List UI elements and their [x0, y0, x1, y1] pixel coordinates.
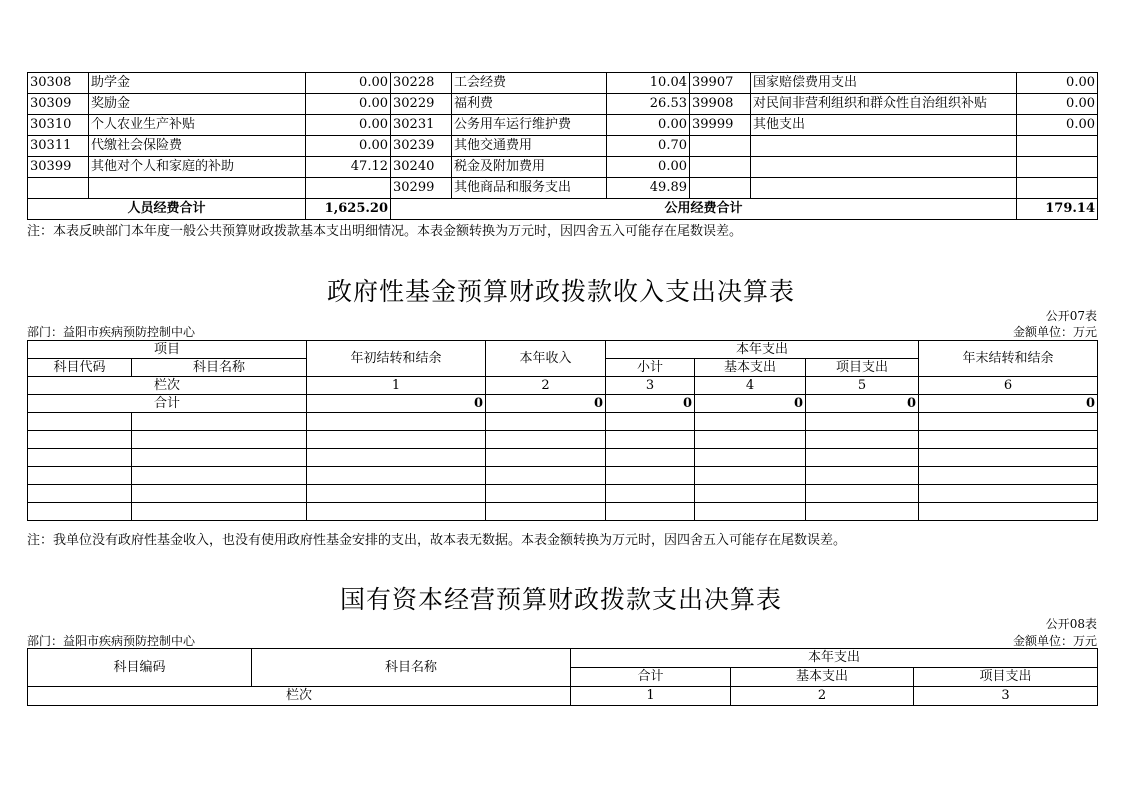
header-name: 科目名称: [132, 359, 307, 377]
table-cell: 39908: [690, 94, 751, 115]
public-total-value: 179.14: [1017, 199, 1098, 220]
table-cell: [751, 178, 1017, 199]
empty-row: [28, 485, 1098, 503]
government-fund-table: [27, 340, 1098, 521]
empty-cell: [695, 431, 806, 449]
empty-cell: [919, 467, 1098, 485]
table-cell: 公务用车运行维护费: [452, 115, 607, 136]
column-index: 1: [307, 377, 486, 395]
table-cell: 其他商品和服务支出: [452, 178, 607, 199]
table-cell: 39907: [690, 73, 751, 94]
table-cell: 对民间非营利组织和群众性自治组织补贴: [751, 94, 1017, 115]
column-index: 2: [486, 377, 606, 395]
header-code: 科目编码: [28, 649, 252, 687]
empty-cell: [28, 503, 132, 521]
table-cell: [89, 178, 306, 199]
table-cell: 0.00: [607, 115, 690, 136]
empty-cell: [28, 467, 132, 485]
table-cell: 30309: [28, 94, 89, 115]
table-cell: 0.00: [1017, 73, 1098, 94]
personnel-total-label: 人员经费合计: [28, 199, 306, 220]
table-cell: [1017, 136, 1098, 157]
empty-cell: [919, 485, 1098, 503]
header-expense: 本年支出: [606, 341, 919, 359]
table2-note: 注：我单位没有政府性基金收入，也没有使用政府性基金安排的支出，故本表无数据。本表金额转换为万元时，因四舍五入可能存在尾数误差。: [27, 533, 847, 548]
table-cell: 49.89: [607, 178, 690, 199]
table-row: [28, 115, 1098, 136]
empty-cell: [486, 413, 606, 431]
table-cell: [1017, 157, 1098, 178]
header-begin-balance: 年初结转和结余: [307, 341, 486, 377]
table3-title: 国有资本经营预算财政拨款支出决算表: [339, 585, 782, 614]
table-cell: 47.12: [306, 157, 391, 178]
table-cell: [1017, 178, 1098, 199]
table-cell: 其他交通费用: [452, 136, 607, 157]
table-cell: 26.53: [607, 94, 690, 115]
table2-form-no: 公开07表: [1045, 309, 1097, 323]
empty-cell: [606, 503, 695, 521]
empty-cell: [486, 431, 606, 449]
empty-cell: [806, 431, 919, 449]
table3-department: 部门：益阳市疾病预防控制中心: [27, 634, 196, 648]
table-cell: 30299: [391, 178, 452, 199]
state-capital-table: [27, 648, 1098, 706]
table-cell: [28, 178, 89, 199]
table3-unit: 金额单位：万元: [1012, 634, 1097, 648]
empty-cell: [307, 431, 486, 449]
header-project: 项目支出: [914, 668, 1098, 687]
empty-cell: [307, 449, 486, 467]
table-row: [28, 94, 1098, 115]
header-expense: 本年支出: [571, 649, 1098, 668]
table1-note: 注：本表反映部门本年度一般公共预算财政拨款基本支出明细情况。本表金额转换为万元时，因四舍五入可能存在尾数误差。: [27, 224, 743, 239]
table-row: [28, 178, 1098, 199]
table-cell: 0.00: [306, 94, 391, 115]
total-value: 0: [919, 395, 1098, 413]
table-cell: [690, 157, 751, 178]
table-cell: 个人农业生产补贴: [89, 115, 306, 136]
table-cell: 0.00: [1017, 94, 1098, 115]
table-cell: [751, 136, 1017, 157]
empty-cell: [806, 503, 919, 521]
empty-cell: [132, 485, 307, 503]
empty-cell: [606, 413, 695, 431]
column-index-label: 栏次: [28, 377, 307, 395]
empty-cell: [486, 485, 606, 503]
table-cell: 30240: [391, 157, 452, 178]
empty-cell: [132, 449, 307, 467]
table-cell: 工会经费: [452, 73, 607, 94]
table-cell: 0.00: [1017, 115, 1098, 136]
table-cell: 其他支出: [751, 115, 1017, 136]
column-index-row: [28, 687, 1098, 706]
empty-row: [28, 467, 1098, 485]
total-value: 0: [307, 395, 486, 413]
header-row: [28, 341, 1098, 359]
empty-cell: [307, 503, 486, 521]
table-cell: [690, 178, 751, 199]
empty-cell: [919, 413, 1098, 431]
empty-cell: [132, 431, 307, 449]
empty-cell: [695, 467, 806, 485]
table-cell: 代缴社会保险费: [89, 136, 306, 157]
table-cell: 30399: [28, 157, 89, 178]
column-index: 6: [919, 377, 1098, 395]
table-row: [28, 157, 1098, 178]
column-index-row: [28, 377, 1098, 395]
empty-cell: [919, 449, 1098, 467]
empty-cell: [806, 467, 919, 485]
header-subtotal: 小计: [606, 359, 695, 377]
empty-cell: [606, 431, 695, 449]
public-total-label: 公用经费合计: [391, 199, 1017, 220]
empty-cell: [606, 485, 695, 503]
column-index: 1: [571, 687, 731, 706]
empty-cell: [806, 485, 919, 503]
empty-cell: [695, 449, 806, 467]
table3-form-no: 公开08表: [1045, 617, 1097, 631]
table-cell: 其他对个人和家庭的补助: [89, 157, 306, 178]
empty-cell: [307, 467, 486, 485]
header-name: 科目名称: [252, 649, 571, 687]
empty-cell: [486, 467, 606, 485]
table-cell: 0.70: [607, 136, 690, 157]
header-end-balance: 年末结转和结余: [919, 341, 1098, 377]
empty-cell: [606, 449, 695, 467]
table-cell: 30310: [28, 115, 89, 136]
table-cell: 30311: [28, 136, 89, 157]
total-value: 0: [695, 395, 806, 413]
empty-row: [28, 431, 1098, 449]
total-row: [28, 395, 1098, 413]
table-cell: 30229: [391, 94, 452, 115]
empty-cell: [28, 413, 132, 431]
header-total: 合计: [571, 668, 731, 687]
empty-cell: [919, 431, 1098, 449]
table-row: [28, 136, 1098, 157]
table-cell: 0.00: [306, 136, 391, 157]
table2-department: 部门：益阳市疾病预防控制中心: [27, 325, 196, 339]
empty-cell: [806, 449, 919, 467]
empty-cell: [695, 485, 806, 503]
table-cell: 奖励金: [89, 94, 306, 115]
total-row: [28, 199, 1098, 220]
table-row: [28, 73, 1098, 94]
empty-cell: [28, 449, 132, 467]
empty-row: [28, 449, 1098, 467]
empty-cell: [486, 449, 606, 467]
table-cell: 30308: [28, 73, 89, 94]
table-cell: 0.00: [607, 157, 690, 178]
header-row: [28, 649, 1098, 668]
column-index: 3: [606, 377, 695, 395]
empty-cell: [132, 413, 307, 431]
table-cell: 福利费: [452, 94, 607, 115]
total-value: 0: [606, 395, 695, 413]
total-value: 0: [486, 395, 606, 413]
table2-unit: 金额单位：万元: [1012, 325, 1097, 339]
header-item: 项目: [28, 341, 307, 359]
table-cell: [306, 178, 391, 199]
empty-cell: [132, 467, 307, 485]
table-cell: 国家赔偿费用支出: [751, 73, 1017, 94]
column-index-label: 栏次: [28, 687, 571, 706]
basic-expenditure-table: [27, 72, 1098, 220]
header-basic: 基本支出: [731, 668, 914, 687]
column-index: 3: [914, 687, 1098, 706]
table-cell: 30228: [391, 73, 452, 94]
column-index: 4: [695, 377, 806, 395]
table-cell: 10.04: [607, 73, 690, 94]
column-index: 2: [731, 687, 914, 706]
table-cell: 助学金: [89, 73, 306, 94]
empty-cell: [307, 413, 486, 431]
empty-cell: [695, 503, 806, 521]
header-code: 科目代码: [28, 359, 132, 377]
header-project: 项目支出: [806, 359, 919, 377]
empty-cell: [606, 467, 695, 485]
empty-cell: [28, 431, 132, 449]
empty-cell: [132, 503, 307, 521]
table-cell: 30231: [391, 115, 452, 136]
column-index: 5: [806, 377, 919, 395]
header-basic: 基本支出: [695, 359, 806, 377]
total-value: 0: [806, 395, 919, 413]
empty-row: [28, 503, 1098, 521]
empty-cell: [486, 503, 606, 521]
table-cell: 30239: [391, 136, 452, 157]
table2-title: 政府性基金预算财政拨款收入支出决算表: [326, 277, 795, 306]
personnel-total-value: 1,625.20: [306, 199, 391, 220]
empty-cell: [919, 503, 1098, 521]
table-cell: [751, 157, 1017, 178]
table-cell: 0.00: [306, 115, 391, 136]
empty-cell: [806, 413, 919, 431]
empty-cell: [28, 485, 132, 503]
table-cell: 39999: [690, 115, 751, 136]
table-cell: [690, 136, 751, 157]
table-cell: 0.00: [306, 73, 391, 94]
empty-cell: [695, 413, 806, 431]
empty-row: [28, 413, 1098, 431]
empty-cell: [307, 485, 486, 503]
table-cell: 税金及附加费用: [452, 157, 607, 178]
header-income: 本年收入: [486, 341, 606, 377]
total-label: 合计: [28, 395, 307, 413]
